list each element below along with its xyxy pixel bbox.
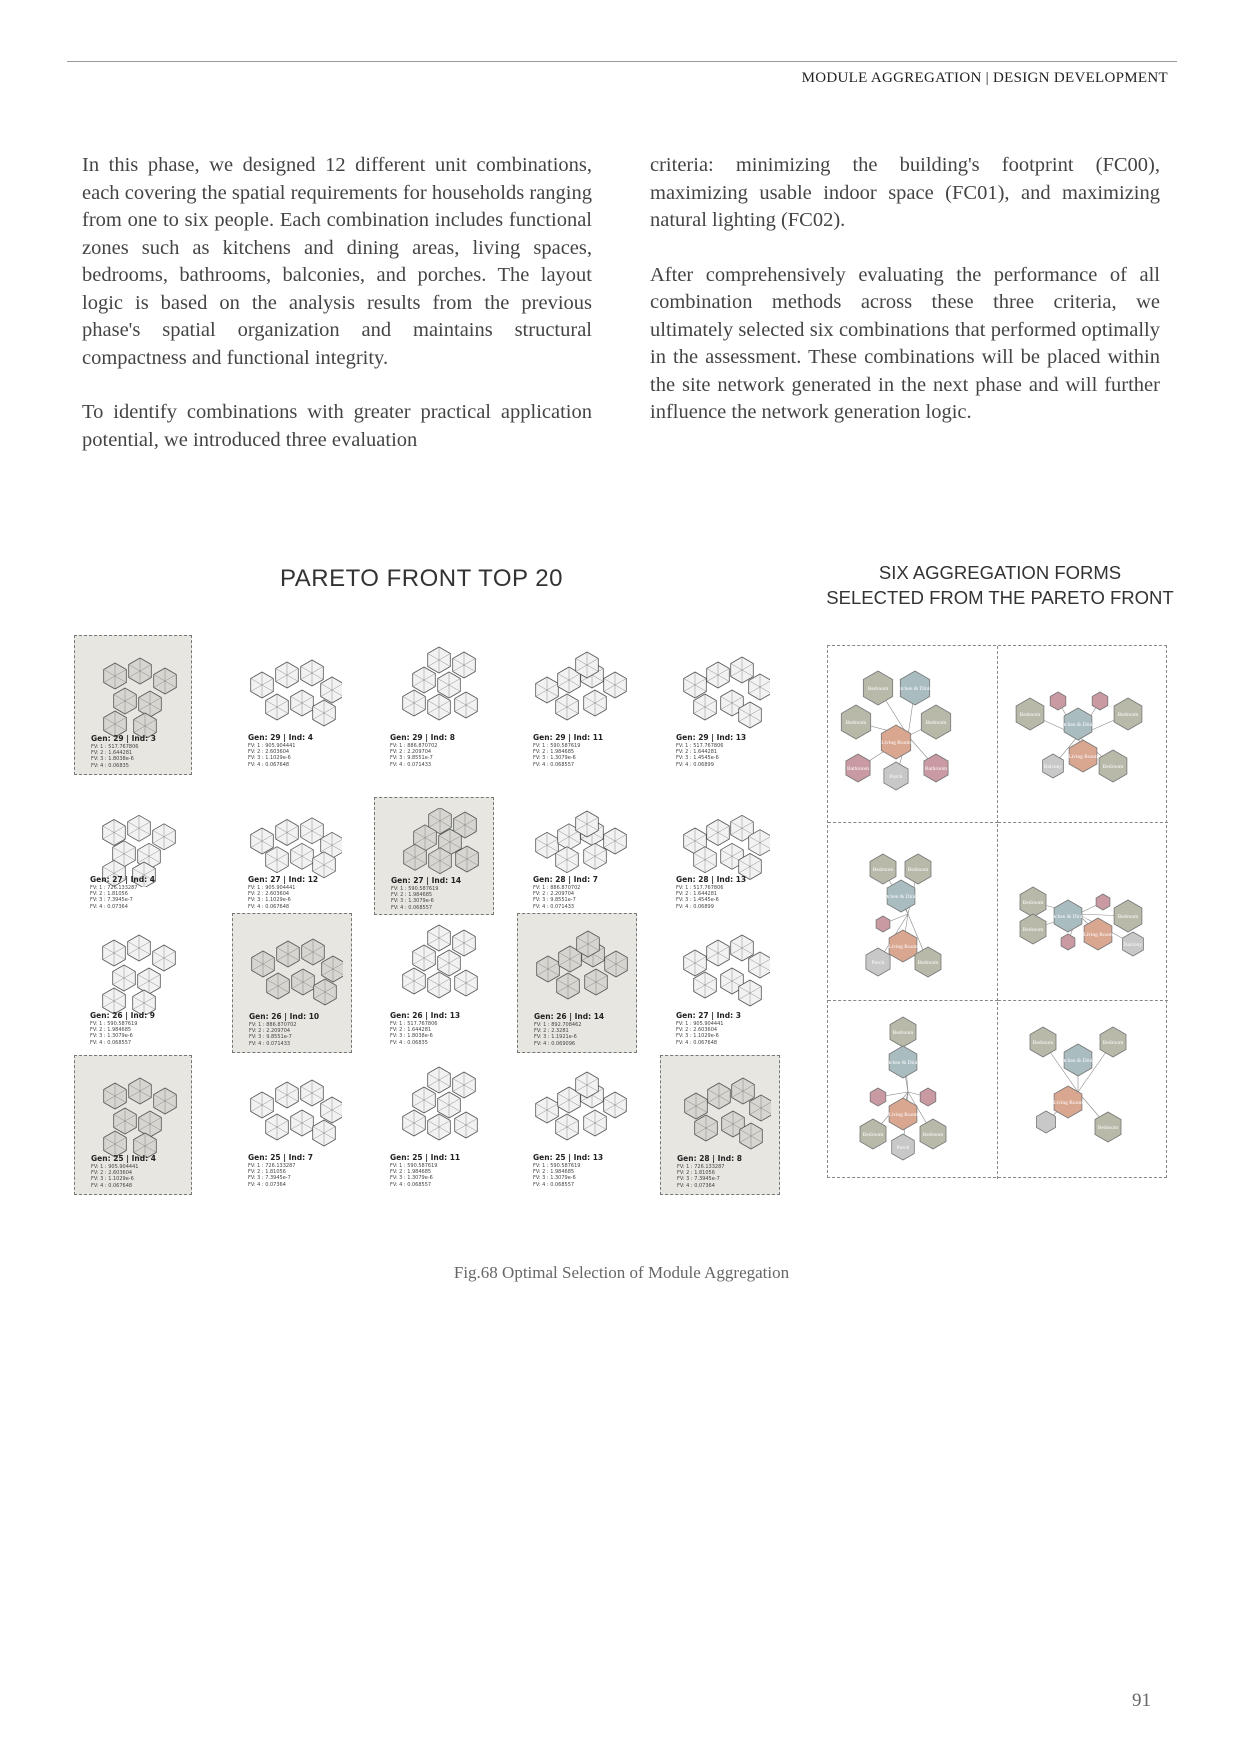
fitness-value-line: FV: 1 : 590.587619 <box>533 743 581 749</box>
generation-label: Gen: 27 | Ind: 3 <box>676 1011 741 1020</box>
fitness-value-line: FV: 3 : 1.8038e-6 <box>390 1033 433 1040</box>
pareto-cell <box>660 797 780 915</box>
fitness-value-line: FV: 4 : 0.068557 <box>90 1039 132 1046</box>
aggregation-form-diagram <box>998 646 1168 823</box>
fitness-value-line: FV: 2 : 2.603604 <box>248 749 290 756</box>
bedroom-label: Bedroom <box>862 1132 884 1138</box>
fitness-values <box>248 743 295 768</box>
pareto-cell <box>74 797 194 915</box>
aggregation-form-3 <box>828 824 998 1001</box>
fitness-value-line: FV: 3 : 1.3079e-6 <box>391 898 434 905</box>
aggregation-cluster-drawing <box>670 645 770 737</box>
figure-caption: Fig.68 Optimal Selection of Module Aggregation <box>453 1263 790 1282</box>
fitness-value-line: FV: 4 : 0.06835 <box>390 1039 428 1046</box>
pareto-front-grid <box>70 635 770 1210</box>
paragraph: criteria: minimizing the building's footprint (FC00), maximizing usable indoor space (FC01), and maximizing natural lighting (FC02). <box>650 154 1160 231</box>
fitness-values <box>90 1021 137 1046</box>
kitchen-label: Kitchen & Dining <box>1048 914 1088 920</box>
fitness-values <box>248 885 295 910</box>
fitness-value-line: FV: 2 : 2.209704 <box>249 1028 291 1035</box>
fitness-value-line: FV: 1 : 517.767806 <box>676 743 724 749</box>
pareto-cell <box>374 635 494 775</box>
fitness-values <box>533 743 580 768</box>
fitness-value-line: FV: 4 : 0.06899 <box>676 903 714 910</box>
bedroom-label: Bedroom <box>1019 712 1041 718</box>
fitness-value-line: FV: 4 : 0.067648 <box>248 903 290 910</box>
fitness-value-line: FV: 2 : 1.644281 <box>676 891 718 898</box>
fitness-value-line: FV: 2 : 1.644281 <box>91 750 133 757</box>
bedroom-label: Bedroom <box>845 720 867 726</box>
fitness-value-line: FV: 4 : 0.071433 <box>249 1040 291 1047</box>
pareto-cell <box>374 797 494 915</box>
fitness-value-line: FV: 1 : 517.767806 <box>676 885 724 891</box>
fitness-value-line: FV: 3 : 1.3079e-6 <box>533 1175 576 1182</box>
fitness-value-line: FV: 3 : 1.1029e-6 <box>248 755 291 762</box>
pareto-cell <box>517 797 637 915</box>
pareto-cell <box>374 1055 494 1195</box>
fitness-values <box>534 1022 581 1047</box>
living-label: Living Room <box>1083 932 1113 938</box>
living-label: Living Room <box>881 740 911 746</box>
pareto-cell <box>74 913 194 1053</box>
bathroom-label: Bathroom <box>847 766 869 772</box>
balcony-module <box>1037 1111 1056 1133</box>
pareto-cell <box>74 1055 192 1195</box>
generation-label: Gen: 26 | Ind: 13 <box>390 1011 461 1020</box>
aggregation-form-5 <box>828 1002 998 1179</box>
page-number: 91 <box>1132 1690 1151 1711</box>
hex-module <box>750 1095 771 1121</box>
bedroom-label: Bedroom <box>907 867 929 873</box>
fitness-values <box>390 1021 437 1046</box>
porch-label: Porch <box>889 774 903 780</box>
generation-label: Gen: 28 | Ind: 7 <box>533 875 598 884</box>
aggregation-cluster-drawing <box>84 923 184 1015</box>
fitness-value-line: FV: 1 : 886.870702 <box>249 1022 297 1028</box>
six-forms-title <box>810 560 1190 610</box>
fitness-value-line: FV: 4 : 0.067648 <box>91 1182 133 1189</box>
aggregation-cluster-drawing <box>527 1065 627 1157</box>
generation-label: Gen: 29 | Ind: 3 <box>91 734 156 743</box>
kitchen-label: Kitchen & Dining <box>895 686 935 692</box>
pareto-cell <box>232 635 352 775</box>
fitness-value-line: FV: 4 : 0.067648 <box>676 1039 718 1046</box>
generation-label: Gen: 25 | Ind: 4 <box>91 1154 156 1163</box>
fitness-value-line: FV: 4 : 0.068557 <box>391 904 433 911</box>
six-aggregation-grid <box>827 645 1167 1178</box>
generation-label: Gen: 27 | Ind: 4 <box>90 875 155 884</box>
bedroom-label: Bedroom <box>1117 712 1139 718</box>
paragraph: After comprehensively evaluating the performance of all combination methods across these three criteria, we ultimately selected six combinations that performed optimally in the assessment. These combinations will be placed within the site network generated in the next phase and will further influence the network generation logic. <box>650 263 1160 423</box>
fitness-value-line: FV: 3 : 1.3079e-6 <box>533 755 576 762</box>
bathroom-module <box>876 916 890 932</box>
aggregation-cluster-drawing <box>85 646 185 738</box>
six-forms-title-line1: SIX AGGREGATION FORMS <box>878 562 1122 583</box>
living-label: Living Room <box>888 1112 918 1118</box>
hex-module <box>321 677 342 703</box>
generation-label: Gen: 26 | Ind: 10 <box>249 1012 320 1021</box>
generation-label: Gen: 28 | Ind: 8 <box>677 1154 742 1163</box>
fitness-values <box>676 1021 723 1046</box>
aggregation-cluster-drawing <box>384 1065 484 1157</box>
pareto-cell <box>660 635 780 775</box>
generation-label: Gen: 29 | Ind: 4 <box>248 733 313 742</box>
bedroom-label: Bedroom <box>1032 1040 1054 1046</box>
aggregation-form-diagram <box>828 1002 998 1179</box>
fitness-value-line: FV: 2 : 1.984685 <box>533 1169 575 1176</box>
fitness-values <box>391 886 438 911</box>
fitness-value-line: FV: 1 : 905.904441 <box>91 1164 139 1170</box>
generation-label: Gen: 28 | Ind: 13 <box>676 875 747 884</box>
text-column-left <box>82 152 592 481</box>
kitchen-label: Kitchen & Dining <box>881 894 921 900</box>
fitness-value-line: FV: 3 : 7.3945e-7 <box>90 897 133 904</box>
bedroom-label: Bedroom <box>1102 1040 1124 1046</box>
generation-label: Gen: 26 | Ind: 14 <box>534 1012 605 1021</box>
fitness-value-line: FV: 1 : 590.587619 <box>533 1163 581 1169</box>
fitness-value-line: FV: 4 : 0.07364 <box>248 1181 286 1188</box>
fitness-value-line: FV: 4 : 0.069096 <box>534 1040 576 1047</box>
aggregation-cluster-drawing <box>243 924 343 1016</box>
fitness-value-line: FV: 2 : 2.3281 <box>534 1028 569 1035</box>
generation-label: Gen: 26 | Ind: 9 <box>90 1011 155 1020</box>
aggregation-cluster-drawing <box>242 645 342 737</box>
fitness-values <box>91 1164 138 1189</box>
aggregation-form-4 <box>998 824 1168 1001</box>
fitness-value-line: FV: 1 : 905.904441 <box>248 885 296 891</box>
fitness-value-line: FV: 4 : 0.067648 <box>248 761 290 768</box>
bedroom-label: Bedroom <box>925 720 947 726</box>
fitness-value-line: FV: 2 : 1.81056 <box>248 1169 286 1176</box>
kitchen-label: Kitchen & Dining <box>1058 722 1098 728</box>
fitness-value-line: FV: 1 : 892.708462 <box>534 1022 582 1028</box>
pareto-title: PARETO FRONT TOP 20 <box>280 565 563 592</box>
fitness-value-line: FV: 2 : 1.81056 <box>90 891 128 898</box>
aggregation-cluster-drawing <box>85 1066 185 1158</box>
fitness-value-line: FV: 2 : 2.209704 <box>533 891 575 898</box>
porch-label: Porch <box>871 960 885 966</box>
hex-module <box>749 674 770 700</box>
fitness-value-line: FV: 3 : 1.1029e-6 <box>91 1176 134 1183</box>
fitness-value-line: FV: 3 : 7.3945e-7 <box>677 1176 720 1183</box>
fitness-value-line: FV: 1 : 590.587619 <box>390 1163 438 1169</box>
fitness-value-line: FV: 4 : 0.06899 <box>676 761 714 768</box>
aggregation-form-diagram <box>828 646 998 823</box>
fitness-value-line: FV: 3 : 1.1029e-6 <box>248 897 291 904</box>
bedroom-label: Bedroom <box>1117 914 1139 920</box>
aggregation-form-6 <box>998 1002 1168 1179</box>
fitness-value-line: FV: 3 : 1.4545e-6 <box>676 755 719 762</box>
fitness-value-line: FV: 3 : 1.4545e-6 <box>676 897 719 904</box>
fitness-value-line: FV: 3 : 9.8551e-7 <box>249 1034 292 1041</box>
aggregation-cluster-drawing <box>527 645 627 737</box>
six-forms-title-line2: SELECTED FROM THE PARETO FRONT <box>826 587 1174 608</box>
aggregation-form-diagram <box>998 1002 1168 1179</box>
generation-label: Gen: 29 | Ind: 13 <box>676 733 747 742</box>
fitness-value-line: FV: 1 : 886.870702 <box>533 885 581 891</box>
fitness-value-line: FV: 3 : 1.3079e-6 <box>90 1033 133 1040</box>
aggregation-cluster-drawing <box>670 923 770 1015</box>
pareto-cell <box>660 1055 780 1195</box>
bedroom-label: Bedroom <box>922 1132 944 1138</box>
fitness-value-line: FV: 3 : 1.1921e-6 <box>534 1034 577 1041</box>
fitness-value-line: FV: 3 : 9.8551e-7 <box>533 897 576 904</box>
paragraph: In this phase, we designed 12 different unit combinations, each covering the spatial requirements for households ranging from one to six people. Each combination includes functional zones such as kitchens and dining areas, living spaces, bedrooms, bathrooms, balconies, and porches. The layout logic is based on the analysis results from the previous phase's spatial organization and maintains structural compactness and functional integrity. <box>82 154 592 369</box>
section-header: MODULE AGGREGATION | DESIGN DEVELOPMENT <box>801 70 1168 86</box>
hex-module <box>321 1097 342 1123</box>
fitness-value-line: FV: 2 : 2.209704 <box>390 749 432 756</box>
fitness-value-line: FV: 3 : 1.1029e-6 <box>676 1033 719 1040</box>
bedroom-label: Bedroom <box>892 1030 914 1036</box>
kitchen-label: Kitchen & Dining <box>883 1060 923 1066</box>
pareto-cell <box>374 913 494 1053</box>
aggregation-form-2 <box>998 646 1168 823</box>
bedroom-label: Bedroom <box>1022 927 1044 933</box>
fitness-value-line: FV: 4 : 0.068557 <box>533 1181 575 1188</box>
fitness-values <box>533 885 580 910</box>
pareto-cell <box>517 1055 637 1195</box>
fitness-value-line: FV: 4 : 0.071433 <box>533 903 575 910</box>
pareto-cell <box>517 913 637 1053</box>
living-label: Living Room <box>1053 1100 1083 1106</box>
aggregation-cluster-drawing <box>384 645 484 737</box>
fitness-value-line: FV: 1 : 726.133287 <box>90 885 138 891</box>
bathroom-module <box>1050 692 1066 710</box>
porch-label: Porch <box>896 1145 910 1151</box>
pareto-cell <box>232 797 352 915</box>
pareto-cell <box>74 635 192 775</box>
aggregation-form-1 <box>828 646 998 823</box>
fitness-values <box>533 1163 580 1188</box>
living-label: Living Room <box>888 944 918 950</box>
fitness-value-line: FV: 4 : 0.068557 <box>533 761 575 768</box>
fitness-value-line: FV: 2 : 2.603604 <box>248 891 290 898</box>
aggregation-form-diagram <box>998 824 1168 1001</box>
pareto-cell <box>517 635 637 775</box>
fitness-value-line: FV: 2 : 1.984685 <box>533 749 575 756</box>
fitness-value-line: FV: 2 : 1.81056 <box>677 1170 715 1177</box>
paragraph: To identify combinations with greater practical application potential, we introduced three evaluation <box>82 401 592 451</box>
fitness-values <box>90 885 137 910</box>
fitness-value-line: FV: 1 : 905.904441 <box>248 743 296 749</box>
aggregation-cluster-drawing <box>671 1066 771 1158</box>
fitness-value-line: FV: 2 : 1.984685 <box>391 892 433 899</box>
text-column-right <box>650 152 1160 454</box>
generation-label: Gen: 29 | Ind: 11 <box>533 733 604 742</box>
fitness-value-line: FV: 4 : 0.06835 <box>91 762 129 769</box>
generation-label: Gen: 29 | Ind: 8 <box>390 733 455 742</box>
aggregation-form-diagram <box>828 824 998 1001</box>
bathroom-module <box>1092 692 1108 710</box>
fitness-value-line: FV: 2 : 1.644281 <box>390 1027 432 1034</box>
generation-label: Gen: 27 | Ind: 12 <box>248 875 319 884</box>
fitness-value-line: FV: 1 : 905.904441 <box>676 1021 724 1027</box>
aggregation-cluster-drawing <box>384 923 484 1015</box>
bedroom-label: Bedroom <box>1022 900 1044 906</box>
bedroom-label: Bedroom <box>917 960 939 966</box>
hex-module <box>322 956 343 982</box>
fitness-value-line: FV: 4 : 0.071433 <box>390 761 432 768</box>
fitness-value-line: FV: 4 : 0.07364 <box>90 903 128 910</box>
pareto-cell <box>660 913 780 1053</box>
pareto-cell <box>232 913 352 1053</box>
bathroom-label: Bathroom <box>925 766 947 772</box>
bedroom-label: Bedroom <box>867 686 889 692</box>
bedroom-label: Bedroom <box>872 867 894 873</box>
fitness-values <box>676 743 723 768</box>
hex-module <box>749 952 770 978</box>
fitness-values <box>249 1022 296 1047</box>
fitness-value-line: FV: 1 : 517.767806 <box>390 1021 438 1027</box>
bedroom-label: Bedroom <box>1097 1125 1119 1131</box>
aggregation-cluster-drawing <box>528 924 628 1016</box>
balcony-label: Balcony <box>1123 942 1143 948</box>
fitness-value-line: FV: 3 : 1.8038e-6 <box>91 756 134 763</box>
fitness-value-line: FV: 2 : 1.984685 <box>90 1027 132 1034</box>
aggregation-cluster-drawing <box>242 1065 342 1157</box>
bathroom-module <box>920 1088 936 1106</box>
fitness-value-line: FV: 2 : 1.644281 <box>676 749 718 756</box>
fitness-value-line: FV: 1 : 517.767806 <box>91 744 139 750</box>
header-rule <box>67 61 1177 62</box>
fitness-value-line: FV: 2 : 2.603604 <box>91 1170 133 1177</box>
bathroom-module <box>1096 894 1110 910</box>
fitness-value-line: FV: 4 : 0.07364 <box>677 1182 715 1189</box>
generation-label: Gen: 25 | Ind: 7 <box>248 1153 313 1162</box>
balcony-label: Balcony <box>1043 764 1063 770</box>
fitness-values <box>676 885 723 910</box>
fitness-values <box>390 743 437 768</box>
fitness-value-line: FV: 3 : 9.8551e-7 <box>390 755 433 762</box>
bathroom-module <box>870 1088 886 1106</box>
fitness-value-line: FV: 3 : 1.3079e-6 <box>390 1175 433 1182</box>
fitness-value-line: FV: 2 : 2.603604 <box>676 1027 718 1034</box>
fitness-values <box>248 1163 295 1188</box>
fitness-values <box>677 1164 724 1189</box>
living-label: Living Room <box>1068 754 1098 760</box>
fitness-value-line: FV: 3 : 7.3945e-7 <box>248 1175 291 1182</box>
fitness-value-line: FV: 1 : 886.870702 <box>390 743 438 749</box>
fitness-value-line: FV: 1 : 726.133287 <box>677 1164 725 1170</box>
generation-label: Gen: 27 | Ind: 14 <box>391 876 462 885</box>
bathroom-module <box>1061 934 1075 950</box>
fitness-value-line: FV: 1 : 590.587619 <box>391 886 439 892</box>
fitness-values <box>91 744 138 769</box>
fitness-value-line: FV: 1 : 726.133287 <box>248 1163 296 1169</box>
bedroom-label: Bedroom <box>1102 764 1124 770</box>
fitness-value-line: FV: 2 : 1.984685 <box>390 1169 432 1176</box>
pareto-cell <box>232 1055 352 1195</box>
fitness-value-line: FV: 1 : 590.587619 <box>90 1021 138 1027</box>
generation-label: Gen: 25 | Ind: 11 <box>390 1153 461 1162</box>
generation-label: Gen: 25 | Ind: 13 <box>533 1153 604 1162</box>
fitness-value-line: FV: 4 : 0.068557 <box>390 1181 432 1188</box>
kitchen-label: Kitchen & Dining <box>1058 1058 1098 1064</box>
fitness-values <box>390 1163 437 1188</box>
